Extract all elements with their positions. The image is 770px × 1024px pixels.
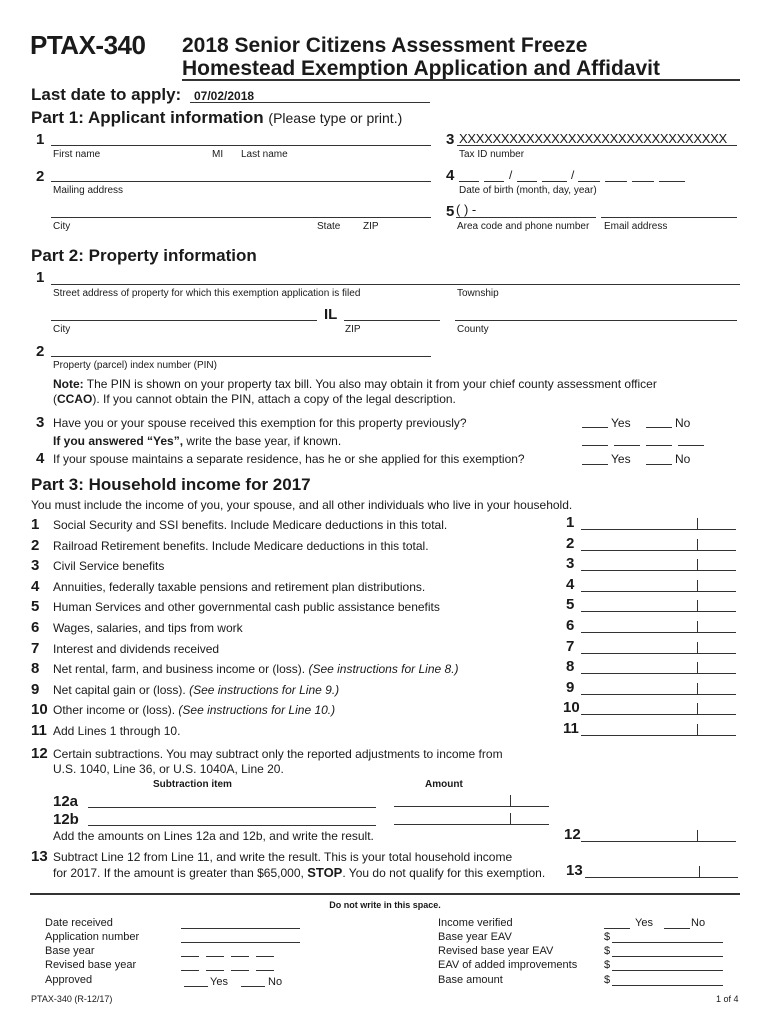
income-line-amount-field[interactable] bbox=[581, 619, 736, 633]
p1-line4-num: 4 bbox=[446, 167, 455, 184]
office-use-heading: Do not write in this space. bbox=[329, 900, 441, 910]
last-date-line bbox=[190, 102, 430, 103]
line3-yes-label: Yes bbox=[611, 416, 631, 430]
income-line-text: Wages, salaries, and tips from work bbox=[53, 621, 243, 635]
base-amount-label: Base amount bbox=[438, 974, 503, 986]
date-received-field bbox=[181, 928, 300, 929]
income-verified-label: Income verified bbox=[438, 917, 513, 929]
line12-text2: U.S. 1040, Line 36, or U.S. 1040A, Line 20. bbox=[53, 762, 284, 776]
income-line-right-num: 4 bbox=[566, 576, 575, 593]
income-line-num: 8 bbox=[31, 660, 40, 677]
income-line-text: Annuities, federally taxable pensions and retirement plan distributions. bbox=[53, 580, 426, 594]
income-line-num: 11 bbox=[31, 722, 47, 739]
part1-note: (Please type or print.) bbox=[268, 110, 403, 126]
income-line-amount-field[interactable] bbox=[581, 516, 736, 530]
line13-num: 13 bbox=[31, 848, 48, 865]
p2-line3-num: 3 bbox=[36, 414, 45, 431]
line12a-amount-field[interactable] bbox=[394, 793, 549, 807]
county-field[interactable] bbox=[455, 320, 737, 321]
p2-zip-label: ZIP bbox=[345, 324, 361, 335]
income-line-num: 3 bbox=[31, 557, 40, 574]
tax-id-line bbox=[457, 145, 737, 146]
income-verified-yes-blank bbox=[604, 928, 630, 929]
date-received-label: Date received bbox=[45, 917, 113, 929]
income-line-right-num: 7 bbox=[566, 638, 575, 655]
eav-added-improvements-field bbox=[612, 970, 723, 971]
income-line-amount-field[interactable] bbox=[581, 537, 736, 551]
part2-heading: Part 2: Property information bbox=[31, 246, 257, 265]
p1-line3-num: 3 bbox=[446, 131, 455, 148]
form-title-line1: 2018 Senior Citizens Assessment Freeze bbox=[182, 34, 588, 57]
ccao-bold: CCAO bbox=[57, 392, 93, 406]
income-line-text: Other income or (loss). (See instructions for Line 10.) bbox=[53, 703, 336, 717]
property-address-field[interactable] bbox=[51, 284, 740, 285]
tax-id-label: Tax ID number bbox=[459, 149, 525, 160]
income-line-instruction: (See instructions for Line 8.) bbox=[308, 662, 459, 676]
p2-line1-num: 1 bbox=[36, 269, 45, 286]
line4-no-label: No bbox=[675, 452, 691, 466]
tax-id-value[interactable]: XXXXXXXXXXXXXXXXXXXXXXXXXXXXXXXX bbox=[459, 131, 727, 146]
pin-note-line1 bbox=[53, 377, 657, 391]
first-name-label: First name bbox=[53, 149, 101, 160]
line3-no-blank[interactable] bbox=[646, 427, 672, 428]
income-line-num: 4 bbox=[31, 578, 40, 595]
dollar-3: $ bbox=[604, 959, 611, 971]
base-amount-field bbox=[612, 985, 723, 986]
mailing-address-label: Mailing address bbox=[53, 185, 124, 196]
p1-city-label: City bbox=[53, 221, 71, 232]
mi-label: MI bbox=[212, 149, 224, 160]
line12-right-num: 12 bbox=[564, 826, 581, 843]
income-line-text: Interest and dividends received bbox=[53, 642, 220, 656]
line4-no-blank[interactable] bbox=[646, 464, 672, 465]
income-line-text: Civil Service benefits bbox=[53, 559, 165, 573]
income-line-right-num: 8 bbox=[566, 658, 575, 675]
revised-base-year-eav-field bbox=[612, 956, 723, 957]
p1-line5-num: 5 bbox=[446, 203, 455, 220]
income-line-amount-field[interactable] bbox=[581, 660, 736, 674]
line3-yes-blank[interactable] bbox=[582, 427, 608, 428]
eav-added-improvements-label: EAV of added improvements bbox=[438, 959, 578, 971]
base-year-label: Base year bbox=[45, 945, 95, 957]
line12-amount-field[interactable] bbox=[581, 828, 736, 842]
state-il-value: IL bbox=[324, 306, 338, 323]
income-line-amount-field[interactable] bbox=[581, 722, 736, 736]
dollar-2: $ bbox=[604, 945, 611, 957]
township-label: Township bbox=[457, 288, 499, 299]
income-line-amount-field[interactable] bbox=[581, 701, 736, 715]
line12a-label: 12a bbox=[53, 793, 79, 810]
income-line-num: 1 bbox=[31, 516, 40, 533]
income-line-num: 9 bbox=[31, 681, 40, 698]
form-id: PTAX-340 bbox=[30, 30, 146, 60]
line3-no-label: No bbox=[675, 416, 691, 430]
name-field[interactable] bbox=[51, 145, 431, 146]
income-verified-no-blank bbox=[664, 928, 690, 929]
income-line-num: 2 bbox=[31, 537, 40, 554]
line3-followup: If you answered “Yes”, write the base year, if known. bbox=[53, 434, 342, 448]
income-line-amount-field[interactable] bbox=[581, 598, 736, 612]
line3-question: Have you or your spouse received this exemption for this property previously? bbox=[53, 416, 467, 430]
county-label: County bbox=[457, 324, 489, 335]
line13-text2: for 2017. If the amount is greater than $65,000, STOP. You do not qualify for this exemption. bbox=[53, 865, 546, 880]
approved-yes-blank bbox=[184, 986, 208, 987]
income-line-num: 7 bbox=[31, 640, 40, 657]
dob-label: Date of birth (month, day, year) bbox=[459, 185, 597, 196]
last-date-label: Last date to apply: bbox=[31, 85, 182, 104]
income-line-amount-field[interactable] bbox=[581, 681, 736, 695]
income-verified-yes-label: Yes bbox=[635, 917, 653, 929]
stop-bold: STOP bbox=[307, 865, 343, 880]
line12b-amount-field[interactable] bbox=[394, 811, 549, 825]
revised-base-year-eav-label: Revised base year EAV bbox=[438, 945, 554, 957]
income-line-text: Net rental, farm, and business income or (loss). (See instructions for Line 8.) bbox=[53, 662, 459, 676]
p2-city-label: City bbox=[53, 324, 71, 335]
application-number-label: Application number bbox=[45, 931, 140, 943]
property-zip-field[interactable] bbox=[344, 320, 440, 321]
property-city-field[interactable] bbox=[51, 320, 317, 321]
line12-text1: Certain subtractions. You may subtract only the reported adjustments to income from bbox=[53, 747, 503, 761]
last-name-label: Last name bbox=[241, 149, 288, 160]
income-line-num: 6 bbox=[31, 619, 40, 636]
p2-line4-num: 4 bbox=[36, 450, 45, 467]
line4-question: If your spouse maintains a separate residence, has he or she applied for this exemption? bbox=[53, 452, 525, 466]
dollar-1: $ bbox=[604, 931, 611, 943]
office-divider bbox=[30, 893, 740, 895]
income-verified-no-label: No bbox=[691, 917, 706, 929]
line13-right-num: 13 bbox=[566, 862, 583, 879]
line12b-item-field[interactable] bbox=[88, 825, 376, 826]
line12-num: 12 bbox=[31, 745, 48, 762]
line13-amount-field[interactable] bbox=[585, 864, 738, 878]
income-line-text: Net capital gain or (loss). (See instructions for Line 9.) bbox=[53, 683, 340, 697]
income-line-instruction: (See instructions for Line 9.) bbox=[189, 683, 340, 697]
income-line-amount-field[interactable] bbox=[581, 640, 736, 654]
income-line-text: Add Lines 1 through 10. bbox=[53, 724, 181, 738]
approved-no-blank bbox=[241, 986, 265, 987]
line4-yes-blank[interactable] bbox=[582, 464, 608, 465]
note-text1: The PIN is shown on your property tax bill. You also may obtain it from your chief county assessment officer bbox=[86, 377, 657, 391]
mailing-address-field[interactable] bbox=[51, 181, 431, 182]
base-year-eav-label: Base year EAV bbox=[438, 931, 512, 943]
income-line-right-num: 5 bbox=[566, 596, 575, 613]
part3-heading: Part 3: Household income for 2017 bbox=[31, 475, 311, 494]
phone-field[interactable]: ( ) - bbox=[456, 202, 477, 217]
email-label: Email address bbox=[604, 221, 668, 232]
approved-no-label: No bbox=[268, 976, 283, 988]
line12-add-text: Add the amounts on Lines 12a and 12b, and write the result. bbox=[53, 829, 374, 843]
income-line-right-num: 3 bbox=[566, 555, 575, 572]
dollar-4: $ bbox=[604, 974, 611, 986]
line12a-item-field[interactable] bbox=[88, 807, 376, 808]
income-line-right-num: 11 bbox=[563, 720, 579, 737]
p1-state-label: State bbox=[317, 221, 341, 232]
page-number: 1 of 4 bbox=[716, 994, 739, 1004]
income-line-instruction: (See instructions for Line 10.) bbox=[178, 703, 336, 717]
income-line-amount-field[interactable] bbox=[581, 557, 736, 571]
city-state-zip-field[interactable] bbox=[51, 217, 431, 218]
p1-zip-label: ZIP bbox=[363, 221, 379, 232]
note-bold: Note: bbox=[53, 377, 84, 391]
line13-text1: Subtract Line 12 from Line 11, and write the result. This is your total household income bbox=[53, 850, 513, 864]
line12b-label: 12b bbox=[53, 811, 79, 828]
income-line-right-num: 9 bbox=[566, 679, 575, 696]
income-line-num: 10 bbox=[31, 701, 48, 718]
part3-intro: You must include the income of you, your spouse, and all other individuals who live in your household. bbox=[31, 498, 573, 512]
part1-heading bbox=[31, 108, 402, 128]
income-line-right-num: 10 bbox=[563, 699, 580, 716]
pin-field[interactable] bbox=[51, 356, 431, 357]
p2-line2-num: 2 bbox=[36, 343, 45, 360]
amount-header: Amount bbox=[425, 779, 463, 790]
income-line-text: Human Services and other governmental cash public assistance benefits bbox=[53, 600, 440, 614]
line4-yes-label: Yes bbox=[611, 452, 631, 466]
income-line-right-num: 6 bbox=[566, 617, 575, 634]
form-title-line2: Homestead Exemption Application and Affidavit bbox=[182, 57, 660, 80]
p1-line2-num: 2 bbox=[36, 168, 45, 185]
revised-base-year-label: Revised base year bbox=[45, 959, 137, 971]
approved-yes-label: Yes bbox=[210, 976, 228, 988]
part1-title: Part 1: Applicant information bbox=[31, 108, 264, 127]
application-number-field bbox=[181, 942, 300, 943]
income-line-num: 5 bbox=[31, 598, 40, 615]
income-line-text: Railroad Retirement benefits. Include Medicare deductions in this total. bbox=[53, 539, 429, 553]
income-line-text: Social Security and SSI benefits. Include Medicare deductions in this total. bbox=[53, 518, 448, 532]
last-date-value[interactable]: 07/02/2018 bbox=[194, 89, 255, 103]
phone-label: Area code and phone number bbox=[457, 221, 590, 232]
pin-note-line2: (CCAO). If you cannot obtain the PIN, attach a copy of the legal description. bbox=[53, 392, 456, 406]
title-underline bbox=[182, 79, 740, 81]
pin-label: Property (parcel) index number (PIN) bbox=[53, 360, 217, 371]
subtraction-item-header: Subtraction item bbox=[153, 779, 232, 790]
p1-line1-num: 1 bbox=[36, 131, 45, 148]
phone-line bbox=[456, 217, 596, 218]
income-line-right-num: 1 bbox=[566, 514, 575, 531]
base-year-eav-field bbox=[612, 942, 723, 943]
income-line-amount-field[interactable] bbox=[581, 578, 736, 592]
street-address-label: Street address of property for which this exemption application is filed bbox=[53, 288, 361, 299]
email-field[interactable] bbox=[601, 217, 737, 218]
income-line-right-num: 2 bbox=[566, 535, 575, 552]
approved-label: Approved bbox=[45, 974, 93, 986]
form-revision: PTAX-340 (R-12/17) bbox=[31, 994, 113, 1004]
